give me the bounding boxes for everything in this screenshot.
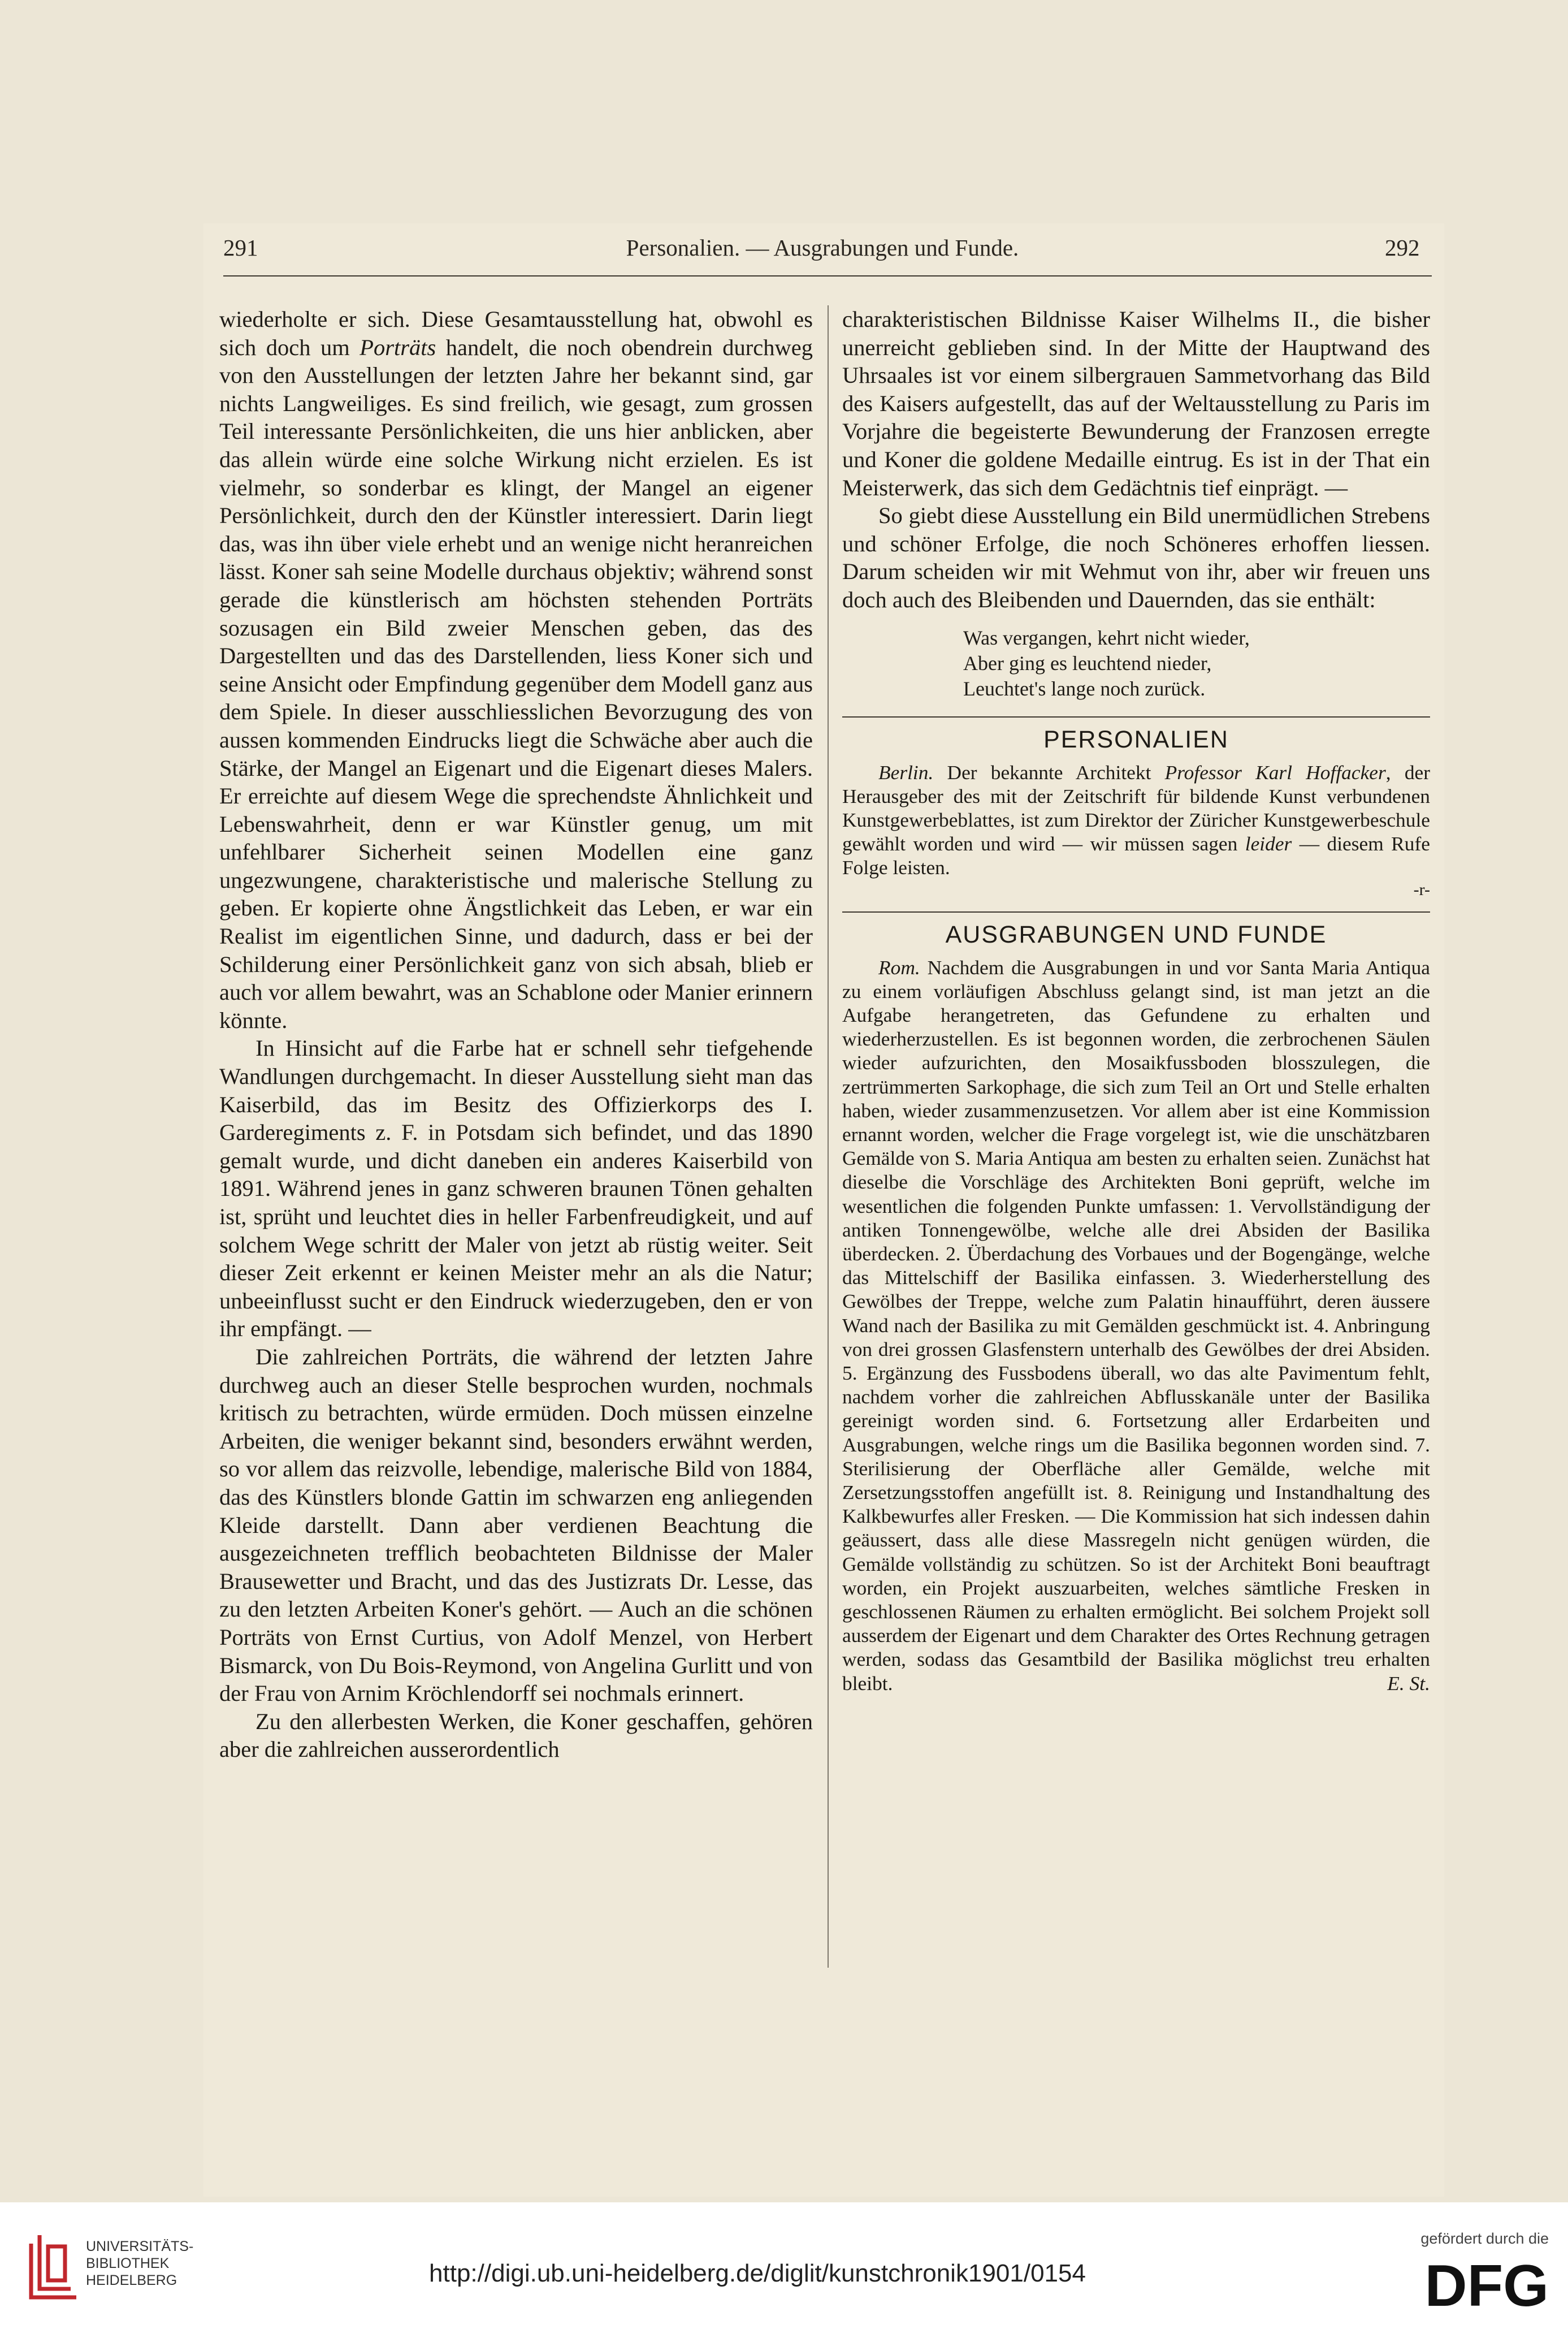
page-number-left: 291: [223, 235, 258, 261]
paragraph: In Hinsicht auf die Farbe hat er schnell sehr tiefgehende Wandlungen durchgemacht. In dieser Ausstellung sieht man das Kaiserbild, das im Besitz des Offizierkorps des I. Garderegiments z. F. in Potsdam sich befindet, und das 1890 gemalt wurde, und dicht daneben ein anderes Kaiserbild von 1891. Während jenes in ganz schweren braunen Tönen gehalten ist, sprüht und leuchtet dies in heller Farbenfreudigkeit, und auf solchem Wege schritt der Maler von jetzt ab rüstig weiter. Seit dieser Zeit erkennt er keinen Meister mehr an als die Natur; unbeeinflusst sucht er den Eindruck wiederzugeben, den er von ihr empfängt. —: [219, 1035, 813, 1342]
poem-line: Was vergangen, kehrt nicht wieder,: [963, 626, 1250, 649]
dfg-logo[interactable]: [1379, 2256, 1549, 2313]
library-emblem-icon: [23, 2227, 85, 2306]
text-run: — diesem Rufe Folge leisten.: [842, 832, 1430, 879]
header-rule: [223, 275, 1432, 276]
logo-line: UNIVERSITÄTS-: [86, 2239, 194, 2254]
running-head: Personalien. — Ausgrabungen und Funde.: [626, 235, 1019, 261]
permalink-url[interactable]: http://digi.ub.uni-heidelberg.de/diglit/kunstchronik1901/0154: [429, 2259, 1086, 2287]
person-name: Professor Karl Hoffacker: [1164, 761, 1386, 784]
poem: [963, 625, 1430, 702]
paragraph: Zu den allerbesten Werken, die Koner geschaffen, gehören aber die zahlreichen ausserordentlich: [219, 1708, 813, 1762]
section-rule: [842, 911, 1430, 913]
author-signature: E. St.: [1387, 1671, 1430, 1695]
poem-line: Leuchtet's lange noch zurück.: [963, 677, 1206, 700]
text-run: Nachdem die Ausgrabungen in und vor Santa Maria Antiqua zu einem vorläufigen Abschluss gelangt sind, ist man jetzt an die Aufgabe herangetreten, das Gefundene zu erhalten und wiederherzustellen. Es ist begonnen worden, die zerbrochenen Säulen wieder aufzurichten, den Mosaikfussboden blosszulegen, die zertrümmerten Sarkophage, die sich zum Teil an Ort und Stelle erhalten haben, wieder zusammenzusetzen. Vor allem aber ist eine Kommission ernannt worden, welcher die Frage vorgelegt ist, wie die unschätzbaren Gemälde von S. Maria Antiqua am besten zu erhalten seien. Zunächst hat dieselbe die Vorschläge des Architekten Boni geprüft, welche im wesentlichen die folgenden Punkte umfassen: 1. Vervollständigung der antiken Tonnengewölbe, welche alle drei Absiden der Basilika überdecken. 2. Überdachung des Vorbaues und der Bogengänge, welche das Mittelschiff der Basilika einfassen. 3. Wiederherstellung des Gewölbes der Treppe, welche zum Palatin hinaufführt, deren äussere Wand nach der Basilika zu mit Gemälden geschmückt ist. 4. Anbringung von drei grossen Glasfenstern unterhalb des Gewölbes der drei Absiden. 5. Ergänzung des Fussbodens überall, wo das alte Pavimentum fehlt, nachdem vorher die zahlreichen Abflusskanäle unter der Basilika gereinigt worden sind. 6. Fortsetzung aller Erdarbeiten und Ausgrabungen, welche rings um die Basilika begonnen worden sind. 7. Sterilisierung der Oberfläche aller Gemälde, welche mit Zersetzungsstoffen angefüllt ist. 8. Reinigung und Instandhaltung des Kalkbewurfes aller Fresken. — Die Kommission hat sich indessen dahin geäussert, dass alle diese Massregeln nicht genügen würden, die Gemälde vollständig zu schützen. So ist der Architekt Boni beauftragt worden, ein Projekt auszuarbeiten, welches sämtliche Fresken in geschlossenen Räumen zu erhalten ermöglicht. Bei solchem Projekt soll ausserdem der Eigenart und dem Charakter des Ortes Rechnung getragen werden, sodass das Gesamtbild der Basilika möglichst treu erhalten bleibt.: [842, 956, 1430, 1695]
page-number-right: 292: [1385, 235, 1420, 261]
text-run: wiederholte er sich. Diese Gesamtausstellung hat, obwohl es sich doch um: [219, 306, 813, 360]
section-title-ausgrabungen: AUSGRABUNGEN UND FUNDE: [945, 921, 1327, 948]
text-run: , der Herausgeber des mit der Zeitschrift für bildende Kunst verbundenen Kunstgewerbeblattes, ist zum Direktor der Züricher Kunstgewerbeschule gewählt worden und wird — wir müssen sagen: [842, 761, 1431, 855]
place-name: Berlin.: [878, 761, 934, 784]
author-signature: -r-: [1413, 880, 1430, 899]
text-run: Der bekannte Architekt: [933, 761, 1165, 784]
university-library-name: [86, 2238, 193, 2289]
dfg-logo-text: DFG: [1424, 2256, 1549, 2313]
text-run: handelt, die noch obendrein durchweg von den Ausstellungen der letzten Jahre her bekannt sind, gar nichts Langweiliges. Es sind freilich, wie gesagt, zum grossen Teil interessante Persönlichkeiten, die uns hier anblicken, aber das allein würde eine solche Wirkung nicht erzielen. Es ist vielmehr, so sonderbar es klingt, der Mangel an eigener Persönlichkeit, durch den der Künstler interessiert. Darin liegt das, was ihn über viele erhebt und an wenige nicht heranreichen lässt. Koner sah seine Modelle durchaus objektiv; während sonst gerade die künstlerisch am höchsten stehenden Porträts sozusagen ein Bild zweier Menschen geben, das des Dargestellten und das des Darstellenden, liess Koner sich und seine Ansicht oder Empfindung gegenüber dem Modell ganz aus dem Spiele. In dieser ausschliesslichen Bevorzugung des von aussen kommenden Eindrucks liegt die Schwäche aber auch die Stärke, der Mangel an Eigenart und die Eigenart dieses Malers. Er erreichte auf diesem Wege die sprechendste Ähnlichkeit und Lebenswahrheit, denn er war Künstler genug, um mit unfehlbarer Sicherheit seinen Modellen eine ganz ungezwungene, charakteristische und malerische Stellung zu geben. Er kopierte ohne Ängstlichkeit das Leben, er war ein Realist im eigentlichen Sinne, und dadurch, dass er bei der Schilderung einer Persönlichkeit ganz von sich absah, blieb er auch vor allem bewahrt, was an Schablone oder Manier erinnern könnte.: [219, 334, 813, 1033]
column-divider: [828, 305, 829, 1968]
left-column: [219, 305, 813, 1764]
ausgrabungen-text: [842, 956, 1430, 1695]
funding-caption: gefördert durch die: [1420, 2230, 1549, 2247]
emphasis: leider: [1245, 832, 1292, 855]
emphasis: Porträts: [359, 334, 436, 360]
paragraph: So giebt diese Ausstellung ein Bild unermüdlichen Strebens und schöner Erfolge, die noch Schöneres erhoffen liessen. Darum scheiden wir mit Wehmut von ihr, aber wir freuen uns doch auch des Bleibenden und Dauernden, das sie enthält:: [842, 503, 1430, 612]
right-column: [842, 305, 1430, 1695]
personalien-text: [842, 761, 1430, 880]
place-name: Rom.: [878, 956, 920, 979]
paragraph: charakteristischen Bildnisse Kaiser Wilhelms II., die bisher unerreicht geblieben sind. In der Mitte der Hauptwand des Uhrsaales ist vor einem silbergrauen Sammetvorhang das Bild des Kaisers aufgestellt, das auf der Weltausstellung zu Paris im Vorjahre die begeisterte Bewunderung der Franzosen erregte und Koner die goldene Medaille eintrug. Es ist in der That ein Meisterwerk, das sich dem Gedächtnis tief einprägt. —: [842, 306, 1430, 500]
poem-line: Aber ging es leuchtend nieder,: [963, 651, 1212, 675]
logo-line: BIBLIOTHEK: [86, 2255, 170, 2271]
paragraph: Die zahlreichen Porträts, die während der letzten Jahre durchweg auch an dieser Stelle besprochen wurden, nochmals kritisch zu betrachten, würde ermüden. Doch müssen einzelne Arbeiten, die weniger bekannt sind, besonders erwähnt werden, so vor allem das reizvolle, lebendige, malerische Bild von 1884, das des Künstlers blonde Gattin im schwarzen eng anliegenden Kleide darstellt. Dann aber verdienen Beachtung die ausgezeichneten trefflich beobachteten Bildnisse der Maler Brausewetter und Bracht, und das des Justizrats Dr. Lesse, das zu den letzten Arbeiten Koner's gehört. — Auch an die schönen Porträts von Ernst Curtius, von Adolf Menzel, von Herbert Bismarck, von Du Bois-Reymond, von Angelina Gurlitt und von der Frau von Arnim Kröchlendorff sei nochmals erinnert.: [219, 1343, 813, 1706]
logo-line: HEIDELBERG: [86, 2272, 177, 2288]
section-rule: [842, 716, 1430, 718]
section-title-personalien: PERSONALIEN: [1043, 725, 1229, 753]
paragraph: [219, 305, 813, 1034]
